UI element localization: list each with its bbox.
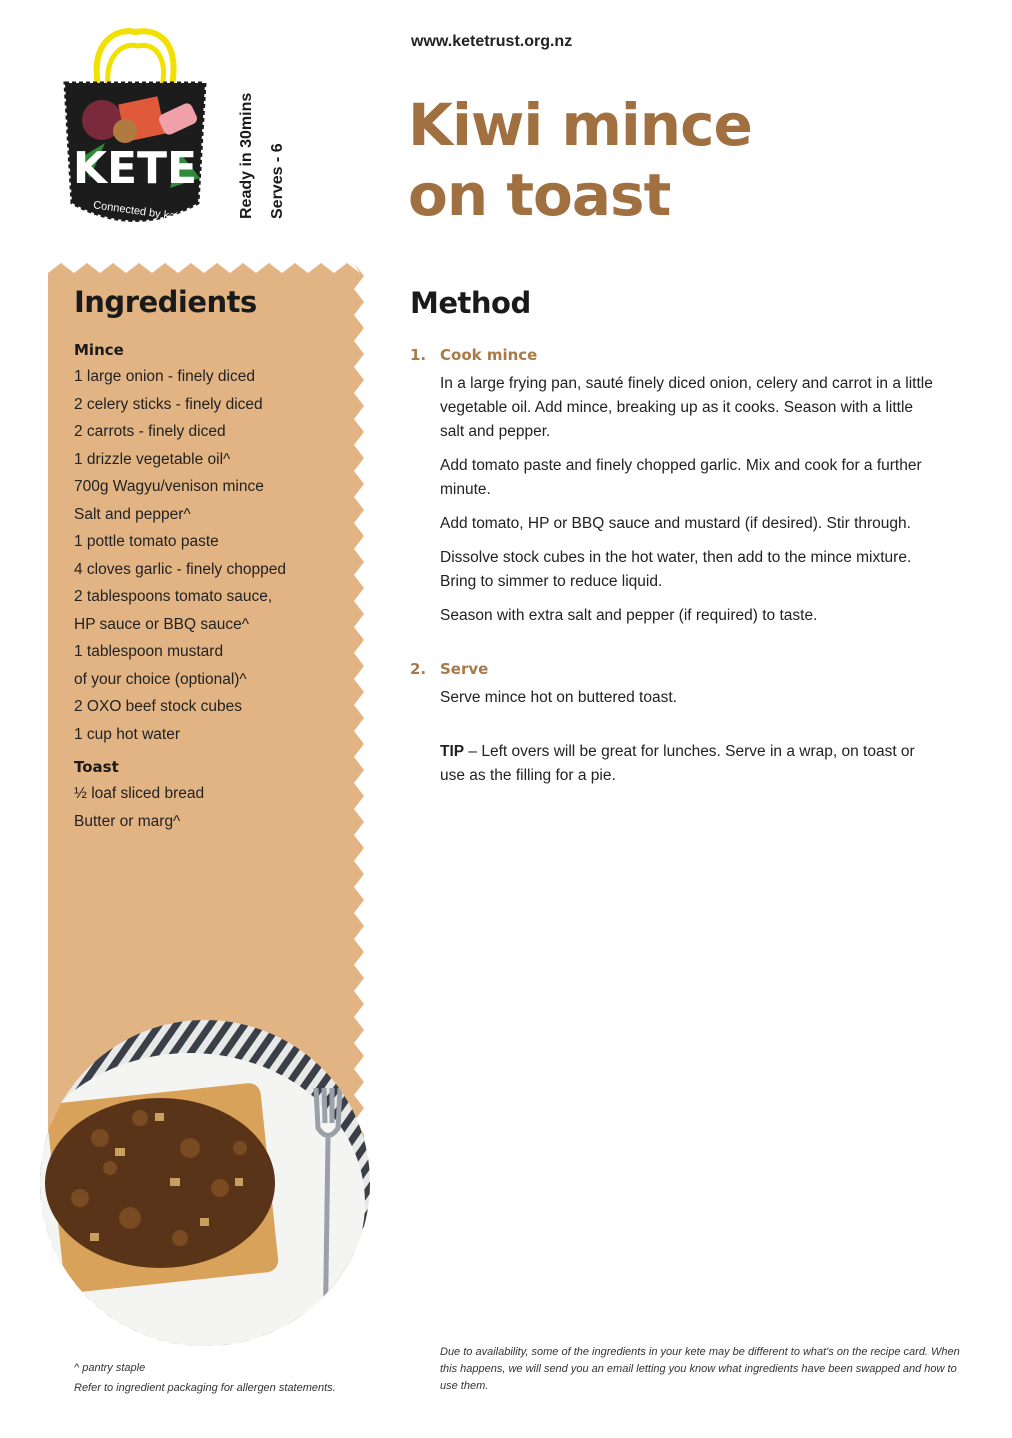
title-line-2: on toast <box>408 161 671 229</box>
kete-logo <box>60 28 210 233</box>
logo-word: KETE <box>72 143 198 194</box>
website-url[interactable]: www.ketetrust.org.nz <box>411 33 573 50</box>
ingredient-item: 700g Wagyu/venison mince <box>74 478 264 495</box>
step-title: Serve <box>440 660 489 678</box>
step-number: 1. <box>410 346 427 364</box>
ingredient-group-heading: Toast <box>74 758 119 776</box>
step-paragraph: Dissolve stock cubes in the hot water, then add to the mince mixture. Bring to simmer to reduce liquid. <box>440 549 912 590</box>
pantry-note: ^ pantry staple <box>74 1362 146 1374</box>
allergen-note: Refer to ingredient packaging for allergen statements. <box>74 1382 336 1394</box>
tip <box>440 740 940 788</box>
method-heading: Method <box>410 286 531 320</box>
ingredient-item: 1 tablespoon mustard <box>74 643 224 660</box>
ingredient-item: 4 cloves garlic - finely chopped <box>74 560 286 578</box>
recipe-title <box>408 90 968 230</box>
step-paragraph: Season with extra salt and pepper (if required) to taste. <box>440 607 818 624</box>
ingredient-item: 1 large onion - finely diced <box>74 368 255 385</box>
tip-label: TIP <box>440 743 465 760</box>
ingredient-item: 1 pottle tomato paste <box>74 533 219 550</box>
availability-note: Due to availability, some of the ingredients in your kete may be different to what's on the recipe card. When this happens, we will send you an email letting you know what ingredients have been swapped and how to use them. <box>440 1346 960 1392</box>
ingredient-item: 1 cup hot water <box>74 725 180 743</box>
step-heading <box>410 346 970 364</box>
tip-text: – Left overs will be great for lunches. Serve in a wrap, on toast or use as the filling for a pie. <box>440 743 915 784</box>
logo-tagline: Connected by kai <box>92 199 179 223</box>
ingredient-item: 2 celery sticks - finely diced <box>74 395 263 413</box>
serves: Serves - 6 <box>269 143 286 219</box>
ingredients-section <box>74 285 364 835</box>
recipe-meta <box>236 84 292 224</box>
ingredient-item: of your choice (optional)^ <box>74 670 247 688</box>
title-line-1: Kiwi mince <box>408 91 752 159</box>
ingredient-list <box>74 780 364 835</box>
ingredient-item: 2 OXO beef stock cubes <box>74 698 243 715</box>
ingredient-list <box>74 363 364 748</box>
step-paragraph: Serve mince hot on buttered toast. <box>440 689 677 706</box>
step-title: Cook mince <box>440 346 538 364</box>
step-paragraph: In a large frying pan, sauté finely diced onion, celery and carrot in a little vegetable oil. Add mince, breaking up as it cooks. Season with a little salt and pepper. <box>440 375 933 440</box>
footer-left <box>74 1358 336 1398</box>
step-number: 2. <box>410 660 427 678</box>
ingredient-item: HP sauce or BBQ sauce^ <box>74 615 249 633</box>
step-paragraph: Add tomato paste and finely chopped garlic. Mix and cook for a further minute. <box>440 457 922 498</box>
ingredient-item: ½ loaf sliced bread <box>74 785 205 802</box>
ingredient-item: 2 tablespoons tomato sauce, <box>74 588 273 605</box>
step-paragraph: Add tomato, HP or BBQ sauce and mustard (if desired). Stir through. <box>440 515 911 532</box>
ready-time: Ready in 30mins <box>238 92 255 219</box>
step-heading <box>410 660 970 678</box>
ingredient-item: 2 carrots - finely diced <box>74 423 226 440</box>
method-section <box>410 286 970 798</box>
ingredient-item: Butter or marg^ <box>74 812 181 830</box>
ingredient-item: Salt and pepper^ <box>74 505 191 523</box>
ingredient-item: 1 drizzle vegetable oil^ <box>74 450 231 468</box>
ingredient-group-heading: Mince <box>74 341 124 359</box>
ingredients-heading: Ingredients <box>74 285 257 319</box>
food-photo <box>40 1018 370 1348</box>
